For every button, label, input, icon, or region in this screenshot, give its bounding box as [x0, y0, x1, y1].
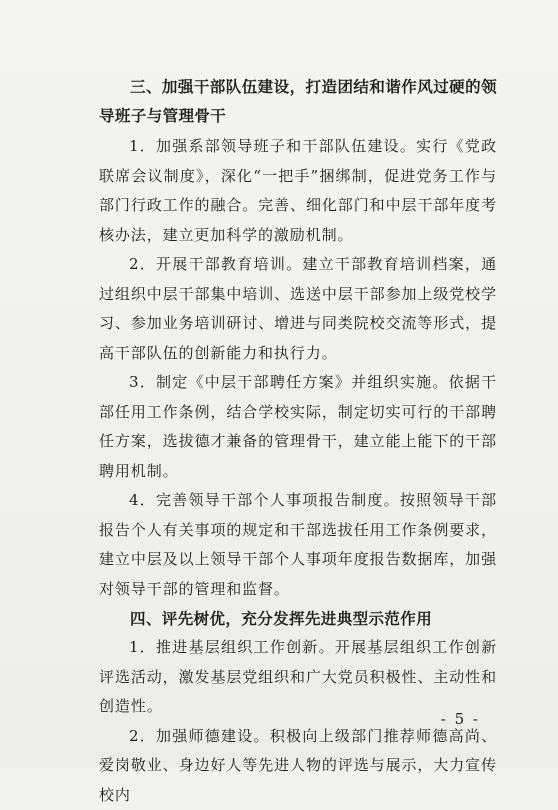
paragraph-4-1: 1．推进基层组织工作创新。开展基层组织工作创新评选活动，激发基层党组织和广大党员积极性、主动性和创造性。 [99, 633, 497, 722]
document-body [99, 72, 497, 810]
section-heading-4: 四、评先树优，充分发挥先进典型示范作用 [99, 604, 497, 633]
paragraph-4-2: 2．加强师德建设。积极向上级部门推荐师德高尚、爱岗敬业、身边好人等先进人物的评选与展示，大力宣传校内 [99, 722, 497, 810]
paragraph-3-4: 4．完善领导干部个人事项报告制度。按照领导干部报告个人有关事项的规定和干部选拔任用工作条例要求，建立中层及以上领导干部个人事项年度报告数据库，加强对领导干部的管理和监督。 [99, 486, 497, 604]
page-number: - 5 - [441, 710, 480, 728]
section-heading-3: 三、加强干部队伍建设，打造团结和谐作风过硬的领导班子与管理骨干 [99, 72, 497, 130]
paragraph-3-2: 2．开展干部教育培训。建立干部教育培训档案，通过组织中层干部集中培训、选送中层干部参加上级党校学习、参加业务培训研讨、增进与同类院校交流等形式，提高干部队伍的创新能力和执行力。 [99, 250, 497, 368]
paragraph-3-3: 3．制定《中层干部聘任方案》并组织实施。依据干部任用工作条例，结合学校实际，制定切实可行的干部聘任方案，选拔德才兼备的管理骨干，建立能上能下的干部聘用机制。 [99, 368, 497, 486]
paragraph-3-1: 1．加强系部领导班子和干部队伍建设。实行《党政联席会议制度》，深化“一把手”捆绑制，促进党务工作与部门行政工作的融合。完善、细化部门和中层干部年度考核办法，建立更加科学的激励机制。 [99, 132, 497, 250]
